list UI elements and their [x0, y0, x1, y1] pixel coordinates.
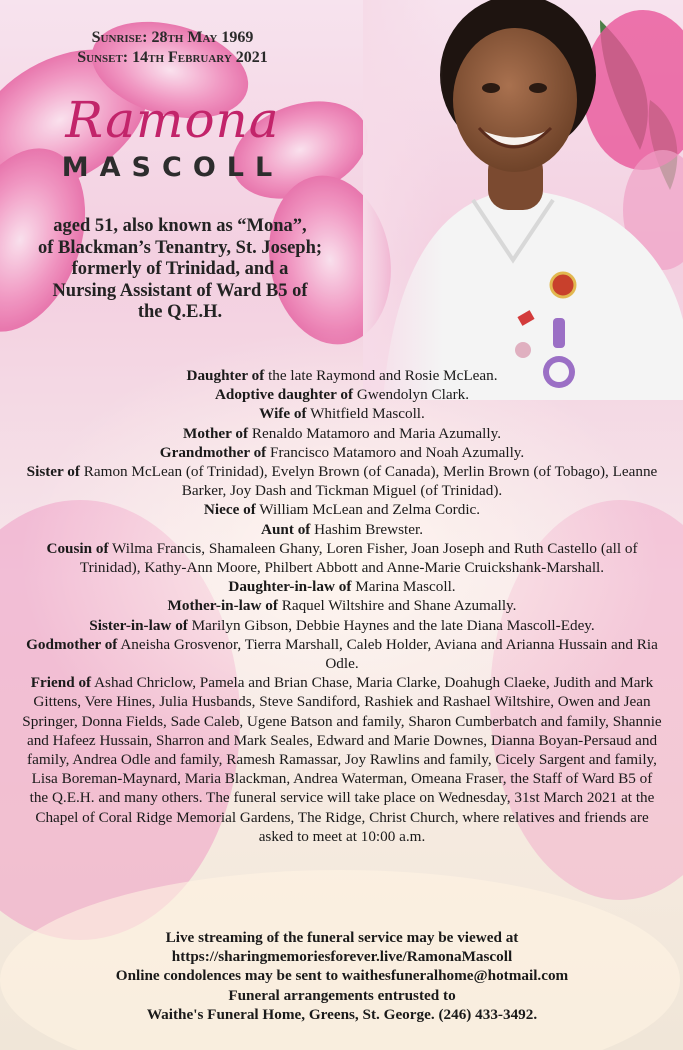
- bio-line: Nursing Assistant of Ward B5 of: [52, 280, 308, 301]
- relation-daughter: Daughter of the late Raymond and Rosie McLean.: [186, 367, 498, 384]
- relation-sister: Sister of Ramon McLean (of Trinidad), Evelyn Brown (of Canada), Merlin Brown (of Tobago), Leanne Barker, Joy Dash and Tickman Miguel (of Trinidad).: [26, 463, 658, 500]
- funeral-details: [22, 928, 662, 1024]
- arrangements-note: Funeral arrangements entrusted to: [228, 986, 456, 1004]
- bio-line: of Blackman’s Tenantry, St. Joseph;: [37, 237, 323, 258]
- relation-daughter-in-law: Daughter-in-law of Marina Mascoll.: [228, 578, 456, 596]
- bio-line: formerly of Trinidad, and a: [71, 259, 289, 279]
- livestream-note: Live streaming of the funeral service may be viewed at: [165, 929, 519, 946]
- family-relations: [22, 366, 662, 846]
- condolences-email[interactable]: Online condolences may be sent to waithesfuneralhome@hotmail.com: [115, 967, 569, 985]
- bio-line: aged 51, also known as “Mona”,: [53, 216, 307, 236]
- relation-cousin: Cousin of Wilma Francis, Shamaleen Ghany, Loren Fisher, Joan Joseph and Ruth Castello (all of Trinidad), Kathy-Ann Moore, Philbert Abbott and Anne-Marie Cruickshank-Marshall.: [46, 539, 638, 577]
- bio-line: the Q.E.H.: [137, 302, 223, 322]
- relation-godmother: Godmother of Aneisha Grosvenor, Tierra Marshall, Caleb Holder, Aviana and Arianna Hussain and Ria Odle.: [26, 635, 658, 673]
- last-name: MASCOLL: [61, 152, 284, 183]
- bio: [10, 216, 350, 324]
- header: [0, 28, 345, 183]
- relation-friend: Friend of Ashad Chriclow, Pamela and Brian Chase, Maria Clarke, Doahugh Claeke, Judith and Mark Gittens, Vere Hines, Julia Husbands, Steve Sandiford, Rashiek and Rashael Wiltshire, Owen and Jean Springer, Donna Fields, Sade Caleb, Ugene Batson and family, Sharon Cumberbatch and family, Shannie and Hafeez Hussain, Sharron and Mark Seales, Edward and Marie Downes, Dianna Boyan-Persaud and family, Andrea Odle and family, Ramesh Ramassar, Joy Rawlins and family, Cicely Sargent and family, Lisa Boreman-Maynard, Maria Blackman, Andrea Waterman, Omeana Fraser, the Staff of Ward B5 of the Q.E.H. and many others. The funeral service will take place on Wednesday, 31st March 2021 at the Chapel of Coral Ridge Memorial Gardens, The Ridge, Christ Church, where relatives and friends are asked to meet at 10:00 a.m.: [22, 674, 662, 845]
- relation-niece: Niece of William McLean and Zelma Cordic.: [203, 501, 481, 519]
- livestream-link[interactable]: https://sharingmemoriesforever.live/RamonaMascoll: [171, 948, 513, 966]
- relation-adoptive-daughter: Adoptive daughter of Gwendolyn Clark.: [214, 386, 470, 404]
- first-name: Ramona: [65, 91, 280, 149]
- birth-date: Sunrise: 28th May 1969: [91, 29, 254, 46]
- relation-aunt: Aunt of Hashim Brewster.: [261, 520, 423, 538]
- relation-wife: Wife of Whitfield Mascoll.: [259, 405, 425, 423]
- portrait-photo: [363, 0, 683, 400]
- relation-grandmother: Grandmother of Francisco Matamoro and Noah Azumally.: [159, 443, 525, 461]
- relation-mother: Mother of Renaldo Matamoro and Maria Azumally.: [182, 424, 501, 442]
- funeral-home-contact: Waithe's Funeral Home, Greens, St. George. (246) 433-3492.: [146, 1005, 538, 1023]
- death-date: Sunset: 14th February 2021: [77, 49, 268, 66]
- relation-mother-in-law: Mother-in-law of Raquel Wiltshire and Shane Azumally.: [167, 597, 517, 615]
- relation-sister-in-law: Sister-in-law of Marilyn Gibson, Debbie Haynes and the late Diana Mascoll-Edey.: [89, 616, 595, 634]
